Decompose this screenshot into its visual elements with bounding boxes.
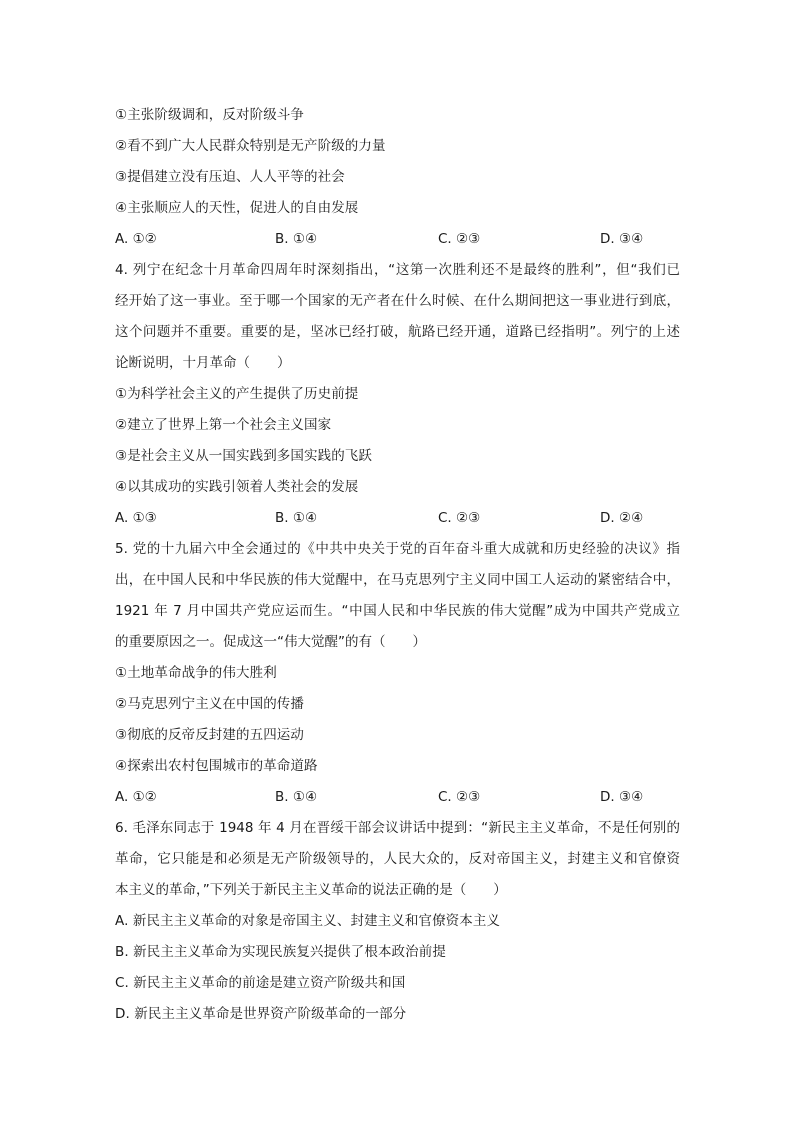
choice-a: A. ①②	[115, 789, 157, 805]
choice-b: B. 新民主主义革命为实现民族复兴提供了根本政治前提	[115, 944, 446, 960]
choice-row	[115, 503, 680, 534]
question-stem-line: 本主义的革命，”下列关于新民主主义革命的说法正确的是（ ）	[115, 882, 507, 898]
option-item: ②马克思列宁主义在中国的传播	[115, 696, 305, 712]
choice-d: D. ②④	[600, 510, 644, 526]
choice-a: A. 新民主主义革命的对象是帝国主义、封建主义和官僚资本主义	[115, 913, 501, 929]
choice-c: C. ②③	[438, 231, 481, 247]
option-item: ②建立了世界上第一个社会主义国家	[115, 417, 332, 433]
choice-c: C. ②③	[438, 510, 481, 526]
question-6	[115, 813, 680, 1030]
choice-d: D. ③④	[600, 231, 644, 247]
option-item: ④探索出农村包围城市的革命道路	[115, 758, 318, 774]
exam-content	[115, 100, 680, 1030]
question-stem-line: 论断说明，十月革命（ ）	[115, 355, 291, 371]
choice-d: D. 新民主主义革命是世界资产阶级革命的一部分	[115, 1006, 407, 1022]
option-item: ④以其成功的实践引领着人类社会的发展	[115, 479, 359, 495]
question-stem-line: 5. 党的十九届六中全会通过的《中共中央关于党的百年奋斗重大成就和历史经验的决议》指	[115, 541, 680, 557]
choice-b: B. ①④	[275, 231, 318, 247]
question-stem-line: 经开始了这一事业。至于哪一个国家的无产者在什么时候、在什么期间把这一事业进行到底，	[115, 293, 680, 309]
question-stem-line: 革命，它只能是和必须是无产阶级领导的，人民大众的，反对帝国主义，封建主义和官僚资	[115, 851, 680, 867]
question-stem-line: 4. 列宁在纪念十月革命四周年时深刻指出，“这第一次胜利还不是最终的胜利”，但“我们已	[115, 262, 680, 278]
choice-row	[115, 224, 680, 255]
option-item: ①主张阶级调和，反对阶级斗争	[115, 107, 305, 123]
question-3-tail	[115, 100, 680, 255]
choice-b: B. ①④	[275, 789, 318, 805]
question-stem-line: 的重要原因之一。促成这一“伟大觉醒”的有（ ）	[115, 634, 426, 650]
option-item: ①为科学社会主义的产生提供了历史前提	[115, 386, 359, 402]
choice-row	[115, 782, 680, 813]
choice-d: D. ③④	[600, 789, 644, 805]
option-item: ①土地革命战争的伟大胜利	[115, 665, 277, 681]
question-stem-line: 6. 毛泽东同志于 1948 年 4 月在晋绥干部会议讲话中提到：“新民主主义革命，不是任何别的	[115, 820, 680, 836]
option-item: ④主张顺应人的天性，促进人的自由发展	[115, 200, 359, 216]
question-stem-line: 1921 年 7 月中国共产党应运而生。“中国人民和中华民族的伟大觉醒”成为中国共产党成立	[115, 603, 680, 619]
question-stem-line: 这个问题并不重要。重要的是，坚冰已经打破，航路已经开通，道路已经指明”。列宁的上述	[115, 324, 680, 340]
option-item: ③彻底的反帝反封建的五四运动	[115, 727, 305, 743]
choice-c: C. 新民主主义革命的前途是建立资产阶级共和国	[115, 975, 406, 991]
choice-a: A. ①③	[115, 510, 157, 526]
question-stem-line: 出，在中国人民和中华民族的伟大觉醒中，在马克思列宁主义同中国工人运动的紧密结合中，	[115, 572, 680, 588]
choice-a: A. ①②	[115, 231, 157, 247]
question-5	[115, 534, 680, 813]
option-item: ②看不到广大人民群众特别是无产阶级的力量	[115, 138, 386, 154]
option-item: ③提倡建立没有压迫、人人平等的社会	[115, 169, 345, 185]
choice-c: C. ②③	[438, 789, 481, 805]
choice-b: B. ①④	[275, 510, 318, 526]
question-4	[115, 255, 680, 534]
option-item: ③是社会主义从一国实践到多国实践的飞跃	[115, 448, 373, 464]
